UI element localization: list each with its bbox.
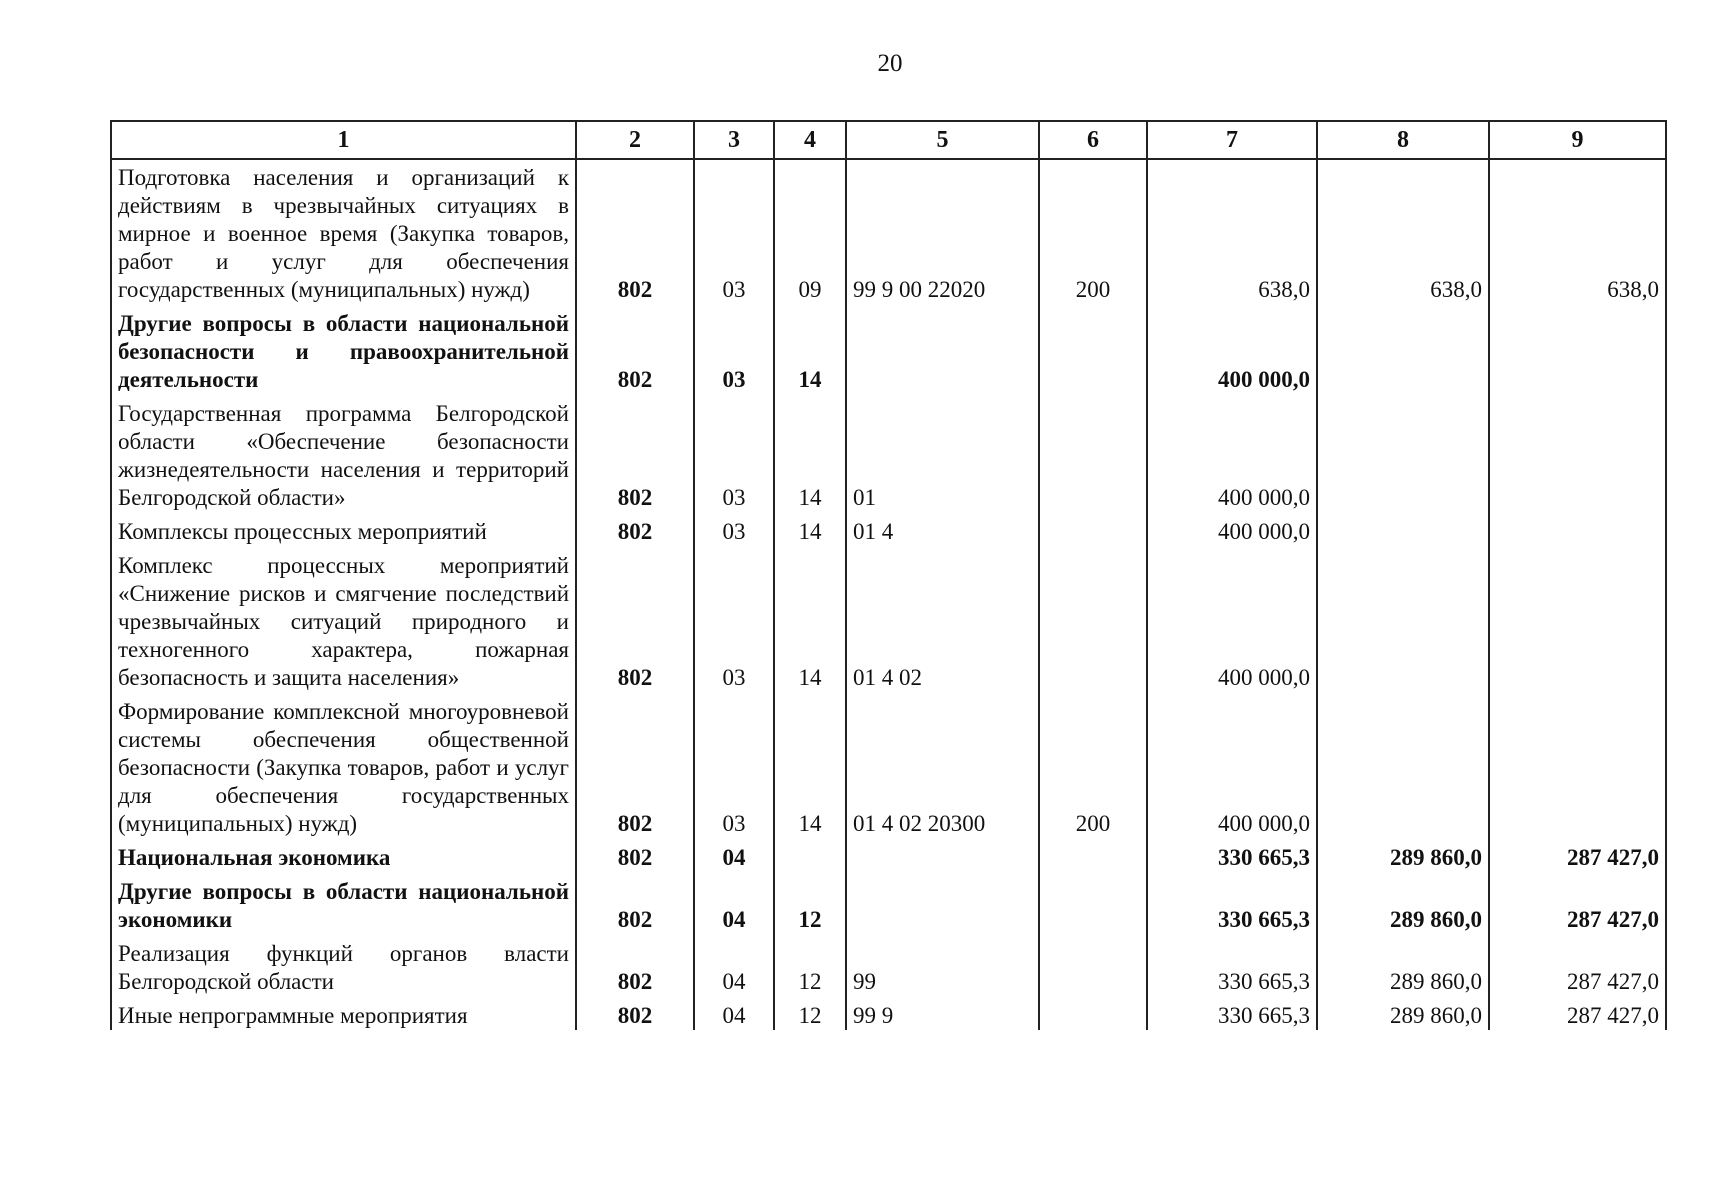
cell-col3: 04	[694, 936, 774, 998]
cell-col6	[1039, 840, 1147, 874]
cell-col9	[1489, 306, 1666, 396]
cell-col9: 287 427,0	[1489, 936, 1666, 998]
table-row	[111, 396, 1666, 514]
budget-table-container	[110, 120, 1665, 1030]
cell-col2: 802	[576, 548, 694, 694]
row-name: Государственная программа Белгородской области «Обеспечение безопасности жизнедеятельности населения и территорий Белгородской области»	[111, 396, 576, 514]
cell-col2: 802	[576, 874, 694, 936]
cell-col4: 14	[774, 306, 846, 396]
cell-col2: 802	[576, 998, 694, 1030]
column-header: 2	[576, 121, 694, 159]
cell-col3: 04	[694, 998, 774, 1030]
cell-col6	[1039, 396, 1147, 514]
row-name: Другие вопросы в области национальной безопасности и правоохранительной деятельности	[111, 306, 576, 396]
cell-col2: 802	[576, 840, 694, 874]
cell-col2: 802	[576, 396, 694, 514]
cell-col7: 330 665,3	[1147, 840, 1317, 874]
cell-col6: 200	[1039, 694, 1147, 840]
cell-col3: 03	[694, 396, 774, 514]
cell-col5: 99	[846, 936, 1039, 998]
row-name: Другие вопросы в области национальной экономики	[111, 874, 576, 936]
cell-col8	[1317, 694, 1489, 840]
cell-col9: 287 427,0	[1489, 998, 1666, 1030]
cell-col3: 03	[694, 694, 774, 840]
column-header: 7	[1147, 121, 1317, 159]
cell-col5: 01 4 02 20300	[846, 694, 1039, 840]
cell-col3: 03	[694, 548, 774, 694]
cell-col5	[846, 306, 1039, 396]
cell-col6	[1039, 936, 1147, 998]
cell-col6	[1039, 306, 1147, 396]
row-name: Комплексы процессных мероприятий	[111, 514, 576, 548]
cell-col9: 287 427,0	[1489, 840, 1666, 874]
cell-col6	[1039, 998, 1147, 1030]
cell-col7: 330 665,3	[1147, 874, 1317, 936]
column-header: 6	[1039, 121, 1147, 159]
cell-col7: 400 000,0	[1147, 306, 1317, 396]
cell-col2: 802	[576, 159, 694, 306]
table-row	[111, 548, 1666, 694]
page-number: 20	[877, 50, 903, 77]
row-name: Подготовка населения и организаций к действиям в чрезвычайных ситуациях в мирное и военное время (Закупка товаров, работ и услуг для обеспечения государственных (муниципальных) нужд)	[111, 159, 576, 306]
cell-col2: 802	[576, 936, 694, 998]
cell-col9	[1489, 514, 1666, 548]
cell-col8	[1317, 514, 1489, 548]
cell-col3: 04	[694, 840, 774, 874]
table-row	[111, 874, 1666, 936]
cell-col7: 330 665,3	[1147, 998, 1317, 1030]
cell-col2: 802	[576, 514, 694, 548]
table-row	[111, 694, 1666, 840]
cell-col3: 03	[694, 306, 774, 396]
row-name: Национальная экономика	[111, 840, 576, 874]
cell-col5: 01	[846, 396, 1039, 514]
cell-col6: 200	[1039, 159, 1147, 306]
cell-col5: 99 9	[846, 998, 1039, 1030]
cell-col3: 03	[694, 159, 774, 306]
cell-col6	[1039, 874, 1147, 936]
table-row	[111, 840, 1666, 874]
cell-col7: 400 000,0	[1147, 396, 1317, 514]
cell-col4	[774, 840, 846, 874]
table-row	[111, 306, 1666, 396]
cell-col9: 638,0	[1489, 159, 1666, 306]
cell-col4: 12	[774, 936, 846, 998]
cell-col7: 400 000,0	[1147, 694, 1317, 840]
cell-col8: 289 860,0	[1317, 936, 1489, 998]
cell-col2: 802	[576, 306, 694, 396]
cell-col4: 09	[774, 159, 846, 306]
budget-table	[110, 120, 1667, 1030]
cell-col8: 638,0	[1317, 159, 1489, 306]
column-header: 4	[774, 121, 846, 159]
column-header: 3	[694, 121, 774, 159]
cell-col9	[1489, 396, 1666, 514]
row-name: Формирование комплексной многоуровневой системы обеспечения общественной безопасности (Закупка товаров, работ и услуг для обеспечения государственных (муниципальных) нужд)	[111, 694, 576, 840]
cell-col9: 287 427,0	[1489, 874, 1666, 936]
cell-col4: 12	[774, 998, 846, 1030]
cell-col9	[1489, 694, 1666, 840]
cell-col8	[1317, 548, 1489, 694]
column-header: 9	[1489, 121, 1666, 159]
cell-col5: 01 4	[846, 514, 1039, 548]
column-header: 1	[111, 121, 576, 159]
cell-col8: 289 860,0	[1317, 998, 1489, 1030]
cell-col8: 289 860,0	[1317, 874, 1489, 936]
cell-col4: 14	[774, 396, 846, 514]
table-row	[111, 936, 1666, 998]
table-row	[111, 998, 1666, 1030]
cell-col3: 03	[694, 514, 774, 548]
cell-col7: 330 665,3	[1147, 936, 1317, 998]
cell-col8	[1317, 306, 1489, 396]
cell-col6	[1039, 548, 1147, 694]
cell-col7: 400 000,0	[1147, 548, 1317, 694]
cell-col4: 14	[774, 548, 846, 694]
cell-col2: 802	[576, 694, 694, 840]
table-row	[111, 159, 1666, 306]
cell-col4: 14	[774, 514, 846, 548]
cell-col5: 99 9 00 22020	[846, 159, 1039, 306]
column-header: 5	[846, 121, 1039, 159]
cell-col8: 289 860,0	[1317, 840, 1489, 874]
row-name: Комплекс процессных мероприятий «Снижение рисков и смягчение последствий чрезвычайных ситуаций природного и техногенного характера, пожарная безопасность и защита населения»	[111, 548, 576, 694]
column-header: 8	[1317, 121, 1489, 159]
cell-col4: 14	[774, 694, 846, 840]
table-row	[111, 514, 1666, 548]
row-name: Реализация функций органов власти Белгородской области	[111, 936, 576, 998]
cell-col9	[1489, 548, 1666, 694]
header-row	[111, 121, 1666, 159]
cell-col6	[1039, 514, 1147, 548]
row-name: Иные непрограммные мероприятия	[111, 998, 576, 1030]
cell-col7: 638,0	[1147, 159, 1317, 306]
cell-col5	[846, 874, 1039, 936]
cell-col8	[1317, 396, 1489, 514]
cell-col5	[846, 840, 1039, 874]
cell-col7: 400 000,0	[1147, 514, 1317, 548]
cell-col3: 04	[694, 874, 774, 936]
cell-col5: 01 4 02	[846, 548, 1039, 694]
cell-col4: 12	[774, 874, 846, 936]
